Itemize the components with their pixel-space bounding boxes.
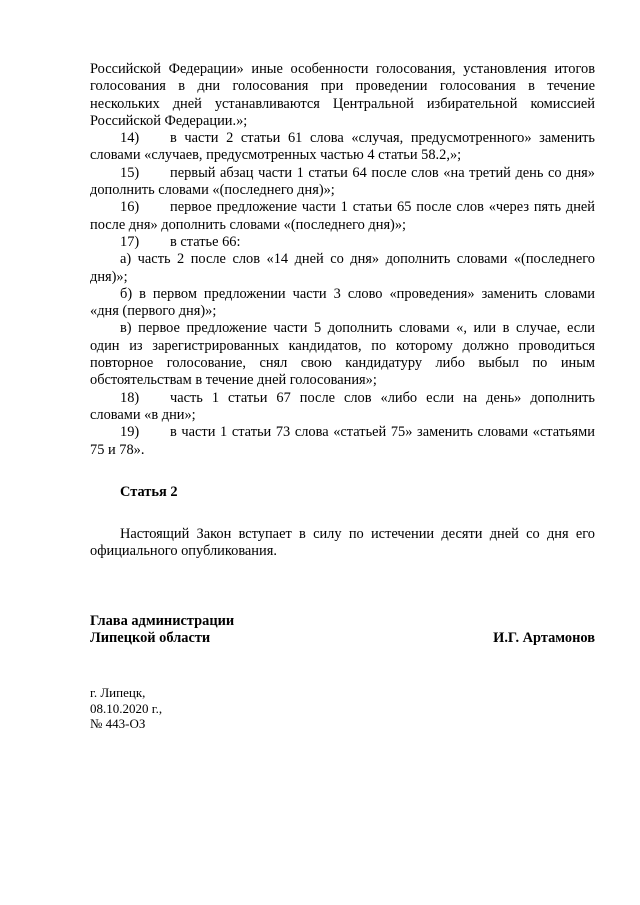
item-number: 19)	[120, 424, 140, 441]
issue-details	[90, 685, 162, 732]
paragraph-continuation: Российской Федерации» иные особенности голосования, установления итогов голосования в дни голосования при проведении голосования в течение нескольких дней устанавливаются Центральной избирательной комиссией Российской Федерации.»;	[90, 61, 595, 129]
article-heading: Статья 2	[120, 483, 178, 500]
law-text	[90, 61, 595, 561]
paragraph-17b: б) в первом предложении части 3 слово «проведения» заменить словами «дня (первого дня)»;	[90, 285, 595, 320]
item-number: 18)	[120, 389, 140, 406]
signatory-title-line1: Глава администрации	[90, 613, 235, 629]
paragraph-17c: в) первое предложение части 5 дополнить словами «, или в случае, если один из зарегистрированных кандидатов, по которому должно проводиться повторное голосование, снял свою кандидатуру либо выбыл по иным обстоятельствам в течение дней голосования»;	[90, 320, 595, 389]
paragraph-15: 15) первый абзац части 1 статьи 64 после слов «на третий день со дня» дополнить словами «(последнего дня)»;	[90, 164, 595, 199]
item-number: 15)	[120, 164, 140, 181]
law-number: № 443-ОЗ	[90, 716, 146, 731]
item-number: 17)	[120, 233, 140, 250]
article-text: Настоящий Закон вступает в силу по истечении десяти дней со дня его официального опубликования.	[90, 526, 595, 560]
signature-block	[90, 613, 595, 648]
issue-city: г. Липецк,	[90, 685, 146, 700]
issue-date: 08.10.2020 г.,	[90, 700, 163, 716]
item-number: 16)	[120, 199, 140, 216]
item-number: 14)	[120, 130, 140, 147]
signature-row	[90, 630, 595, 647]
paragraph-17a: а) часть 2 после слов «14 дней со дня» дополнить словами «(последнего дня)»;	[90, 251, 595, 285]
paragraph-17: 17) в статье 66:	[120, 233, 241, 250]
signatory-title-line2: Липецкой области	[90, 630, 211, 647]
signatory-name: И.Г. Артамонов	[493, 630, 595, 647]
paragraph-19: 19) в части 1 статьи 73 слова «статьей 75» заменить словами «статьями 75 и 78».	[90, 424, 595, 458]
paragraph-14: 14) в части 2 статьи 61 слова «случая, предусмотренного» заменить словами «случаев, предусмотренных частью 4 статьи 58.2,»;	[90, 130, 595, 164]
paragraph-18: 18) часть 1 статьи 67 после слов «либо если на день» дополнить словами «в дни»;	[90, 389, 595, 423]
paragraph-16: 16) первое предложение части 1 статьи 65 после слов «через пять дней после дня» дополнить словами «(последнего дня)»;	[90, 199, 595, 233]
